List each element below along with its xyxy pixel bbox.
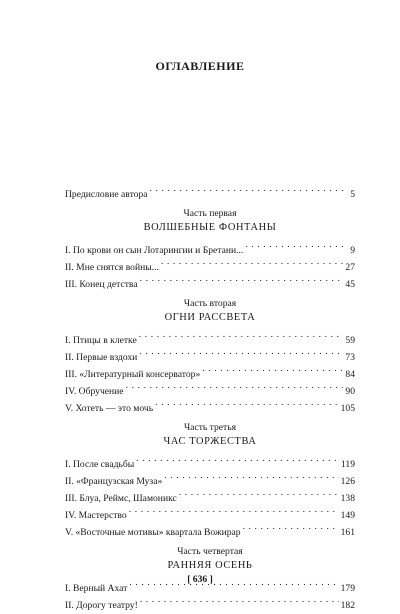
part-title: ВОЛШЕБНЫЕ ФОНТАНЫ xyxy=(143,222,277,233)
toc-entry-title: Предисловие автора xyxy=(65,189,148,200)
dot-leader xyxy=(155,394,339,411)
toc-entry-preface xyxy=(65,180,355,200)
page-title: ОГЛАВЛЕНИЕ xyxy=(155,59,245,73)
dot-leader xyxy=(139,326,344,343)
toc-entry-page: 105 xyxy=(340,403,355,414)
toc-entry-title: II. Дорогу театру! xyxy=(65,600,138,611)
toc-parts xyxy=(65,207,355,611)
dot-leader xyxy=(139,343,343,360)
toc-entry-title: III. «Литературный консерватор» xyxy=(65,369,201,380)
toc-entry-title: III. Блуа, Реймс, Шамоникс xyxy=(65,493,177,504)
toc-entry-title: IV. Мастерство xyxy=(65,510,127,521)
toc-entry-page: 161 xyxy=(340,527,355,538)
toc-entry-title: II. «Французская Муза» xyxy=(65,476,163,487)
toc-entry xyxy=(65,326,355,346)
dot-leader xyxy=(202,360,343,377)
toc-entry-page: 119 xyxy=(340,459,355,470)
toc-entry-page: 126 xyxy=(340,476,355,487)
dot-leader xyxy=(129,501,339,518)
dot-leader xyxy=(179,484,339,501)
toc-entry-title: I. Верный Ахат xyxy=(65,583,128,594)
toc-entry-page: 5 xyxy=(350,189,355,200)
toc-entry-title: I. После свадьбы xyxy=(65,459,135,470)
toc-part xyxy=(65,297,355,414)
toc-entry-page: 59 xyxy=(345,335,355,346)
toc-entry xyxy=(65,236,355,256)
toc-entry-title: V. «Восточные мотивы» квартала Вожирар xyxy=(65,527,241,538)
toc-entry-page: 90 xyxy=(345,386,355,397)
toc-entry-page: 9 xyxy=(350,245,355,256)
toc-part xyxy=(65,421,355,538)
toc-entry xyxy=(65,450,355,470)
toc-entry-page: 27 xyxy=(345,262,355,273)
toc-entry-title: I. Птицы в клетке xyxy=(65,335,137,346)
part-title: ОГНИ РАССВЕТА xyxy=(164,312,256,323)
dot-leader xyxy=(126,377,344,394)
toc-entry-page: 182 xyxy=(340,600,355,611)
toc-entry-page: 45 xyxy=(345,279,355,290)
toc-entry-title: III. Конец детства xyxy=(65,279,138,290)
dot-leader xyxy=(243,518,339,535)
part-title: РАННЯЯ ОСЕНЬ xyxy=(167,560,253,571)
toc-entry-page: 84 xyxy=(345,369,355,380)
dot-leader xyxy=(161,253,344,270)
toc-entry-title: II. Первые вздохи xyxy=(65,352,138,363)
part-label: Часть третья xyxy=(183,422,237,433)
part-title: ЧАС ТОРЖЕСТВА xyxy=(163,436,257,447)
toc-entry-title: V. Хотеть — это мочь xyxy=(65,403,154,414)
table-of-contents xyxy=(65,180,355,611)
toc-entry-title: I. По крови он сын Лотарингии и Бретани... xyxy=(65,245,244,256)
dot-leader xyxy=(140,591,339,608)
dot-leader xyxy=(164,467,338,484)
dot-leader xyxy=(140,270,344,287)
dot-leader xyxy=(150,180,349,197)
part-label: Часть первая xyxy=(183,208,237,219)
dot-leader xyxy=(136,450,339,467)
toc-entry-page: 73 xyxy=(345,352,355,363)
part-label: Часть четвертая xyxy=(177,546,243,557)
toc-entry-page: 138 xyxy=(340,493,355,504)
toc-part xyxy=(65,207,355,290)
toc-entry-title: II. Мне снятся войны... xyxy=(65,262,159,273)
toc-entry-title: IV. Обручение xyxy=(65,386,124,397)
part-label: Часть вторая xyxy=(183,298,237,309)
dot-leader xyxy=(245,236,348,253)
page-number: [ 636 ] xyxy=(187,574,213,585)
toc-entry-page: 179 xyxy=(340,583,355,594)
toc-entry-page: 149 xyxy=(340,510,355,521)
